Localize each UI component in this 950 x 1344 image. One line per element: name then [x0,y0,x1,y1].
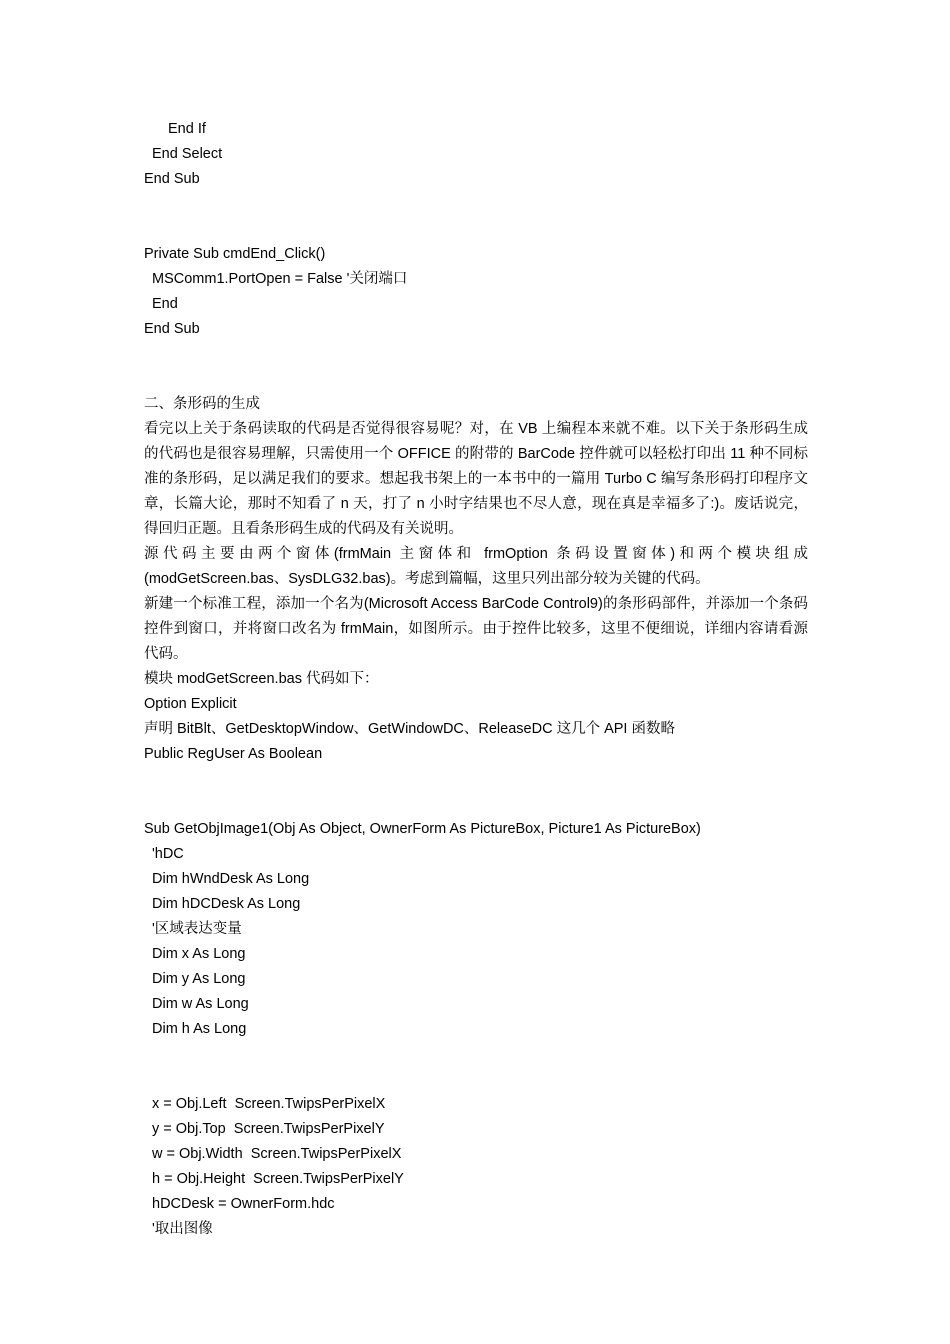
blank-line [144,342,808,367]
blank-line [144,1042,808,1067]
code-line: 'hDC [152,846,184,862]
code-line: Dim hDCDesk As Long [152,896,301,912]
blank-line [144,367,808,392]
blank-line [144,792,808,817]
code-line: 声明 BitBlt、GetDesktopWindow、GetWindowDC、ReleaseDC 这几个 API 函数略 [144,721,675,737]
module-intro: 模块 modGetScreen.bas 代码如下： [144,671,379,687]
code-line: h = Obj.Height Screen.TwipsPerPixelY [152,1171,404,1187]
code-line: Dim y As Long [152,971,246,987]
paragraph: 新建一个标准工程，添加一个名为(Microsoft Access BarCode Control9)的条形码部件，并添加一个条码控件到窗口，并将窗口改名为 frmMain，如图所示。由于控件比较多，这里不便细说，详细内容请看源代码。 [144,596,808,662]
code-line: Dim x As Long [152,946,246,962]
code-line: Private Sub cmdEnd_Click() [144,246,326,262]
code-line: Dim hWndDesk As Long [152,871,310,887]
code-line: x = Obj.Left Screen.TwipsPerPixelX [152,1096,386,1112]
code-line: '区域表达变量 [152,921,242,937]
code-line: w = Obj.Width Screen.TwipsPerPixelX [152,1146,402,1162]
code-line: End If [168,121,206,137]
code-line: End [152,296,178,312]
code-line: End Sub [144,321,200,337]
blank-line [144,1067,808,1092]
paragraph: 源代码主要由两个窗体(frmMain 主窗体和 frmOption 条码设置窗体)和两个模块组成(modGetScreen.bas、SysDLG32.bas)。考虑到篇幅，这里只列出部分较为关键的代码。 [144,546,808,587]
blank-line [144,192,808,217]
code-line: Dim w As Long [152,996,249,1012]
code-line: Sub GetObjImage1(Obj As Object, OwnerForm As PictureBox, Picture1 As PictureBox) [144,821,701,837]
blank-line [144,217,808,242]
code-line: '取出图像 [152,1221,213,1237]
code-line: Option Explicit [144,696,237,712]
code-line: Dim h As Long [152,1021,247,1037]
code-line: End Select [152,146,223,162]
code-line: MSComm1.PortOpen = False '关闭端口 [152,271,408,287]
code-line: y = Obj.Top Screen.TwipsPerPixelY [152,1121,385,1137]
code-line: Public RegUser As Boolean [144,746,323,762]
document-body [144,117,808,1242]
paragraph: 看完以上关于条码读取的代码是否觉得很容易呢？对，在 VB 上编程本来就不难。以下关于条形码生成的代码也是很容易理解，只需使用一个 OFFICE 的附带的 BarCode 控件就可以轻松打印出 11 种不同标准的条形码，足以满足我们的要求。想起我书架上的一本书中的一篇用 Turbo C 编写条形码打印程序文章，长篇大论，那时不知看了 n 天，打了 n 小时字结果也不尽人意，现在真是幸福多了:)。废话说完，得回归正题。且看条形码生成的代码及有关说明。 [144,421,808,537]
code-line: End Sub [144,171,200,187]
section-heading: 二、条形码的生成 [144,396,260,412]
code-line: hDCDesk = OwnerForm.hdc [152,1196,335,1212]
blank-line [144,767,808,792]
